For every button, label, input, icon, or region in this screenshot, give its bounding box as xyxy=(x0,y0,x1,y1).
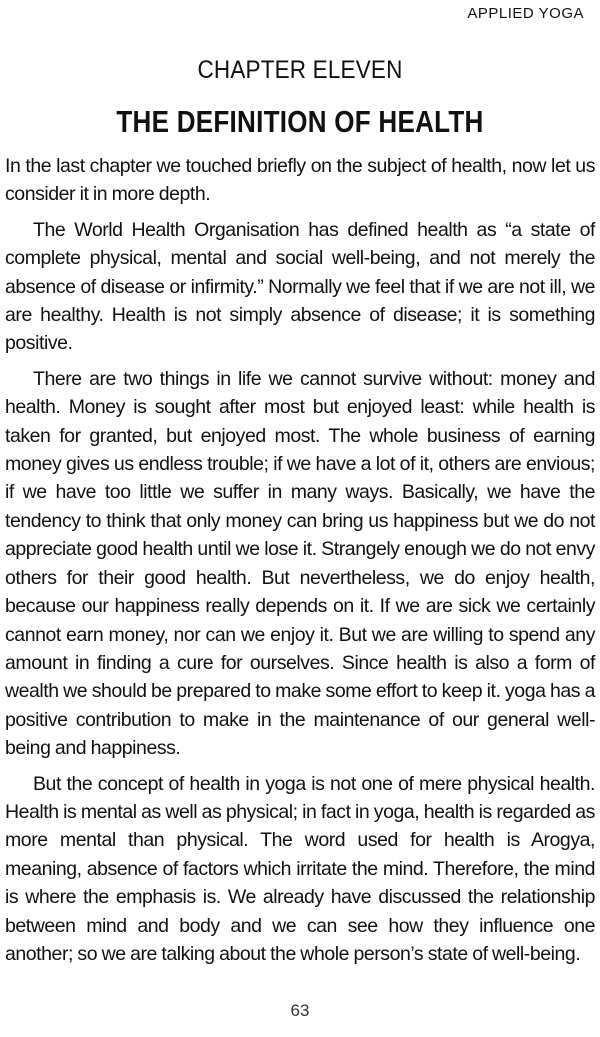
running-head: APPLIED YOGA xyxy=(467,5,584,22)
paragraph-intro: In the last chapter we touched briefly on the subject of health, now let us consider it in more depth. xyxy=(5,155,595,206)
paragraph-money-and-health: There are two things in life we cannot survive without: money and health. Money is sought after most but enjoyed least: while health is taken for granted, but enjoyed most. The whole business of earning money gives us endless trouble; if we have a lot of it, others are envious; if we have too little we suffer in many ways. Basically, we have the tendency to think that only money can bring us happiness but we do not appreciate good health until we lose it. Strangely enough we do not envy others for their good health. But nevertheless, we do enjoy health, because our happiness really depends on it. If we are sick we certainly cannot earn money, nor can we enjoy it. But we are willing to spend any amount in finding a cure for ourselves. Since health is also a form of wealth we should be prepared to make some effort to keep it. yoga has a positive contribution to make in the maintenance of our general well-being and happiness. xyxy=(5,367,595,760)
body-text xyxy=(5,152,595,975)
paragraph-yoga-concept: But the concept of health in yoga is not one of mere physical health. Health is mental as well as physical; in fact in yoga, health is regarded as more mental than physical. The word used for health is Arogya, meaning, absence of factors which irritate the mind. Therefore, the mind is where the emphasis is. We already have discussed the relationship between mind and body and we can see how they influence one another; so we are talking about the whole person’s state of well-being. xyxy=(5,772,595,965)
paragraph-who-definition: The World Health Organisation has defined health as “a state of complete physical, mental and social well-being, and not merely the absence of disease or infirmity.” Normally we feel that if we are not ill, we are healthy. Health is not simply absence of disease; it is something positive. xyxy=(5,218,595,355)
chapter-title: THE DEFINITION OF HEALTH xyxy=(116,104,484,139)
page-number: 63 xyxy=(290,1001,310,1020)
chapter-number: CHAPTER ELEVEN xyxy=(197,56,403,84)
